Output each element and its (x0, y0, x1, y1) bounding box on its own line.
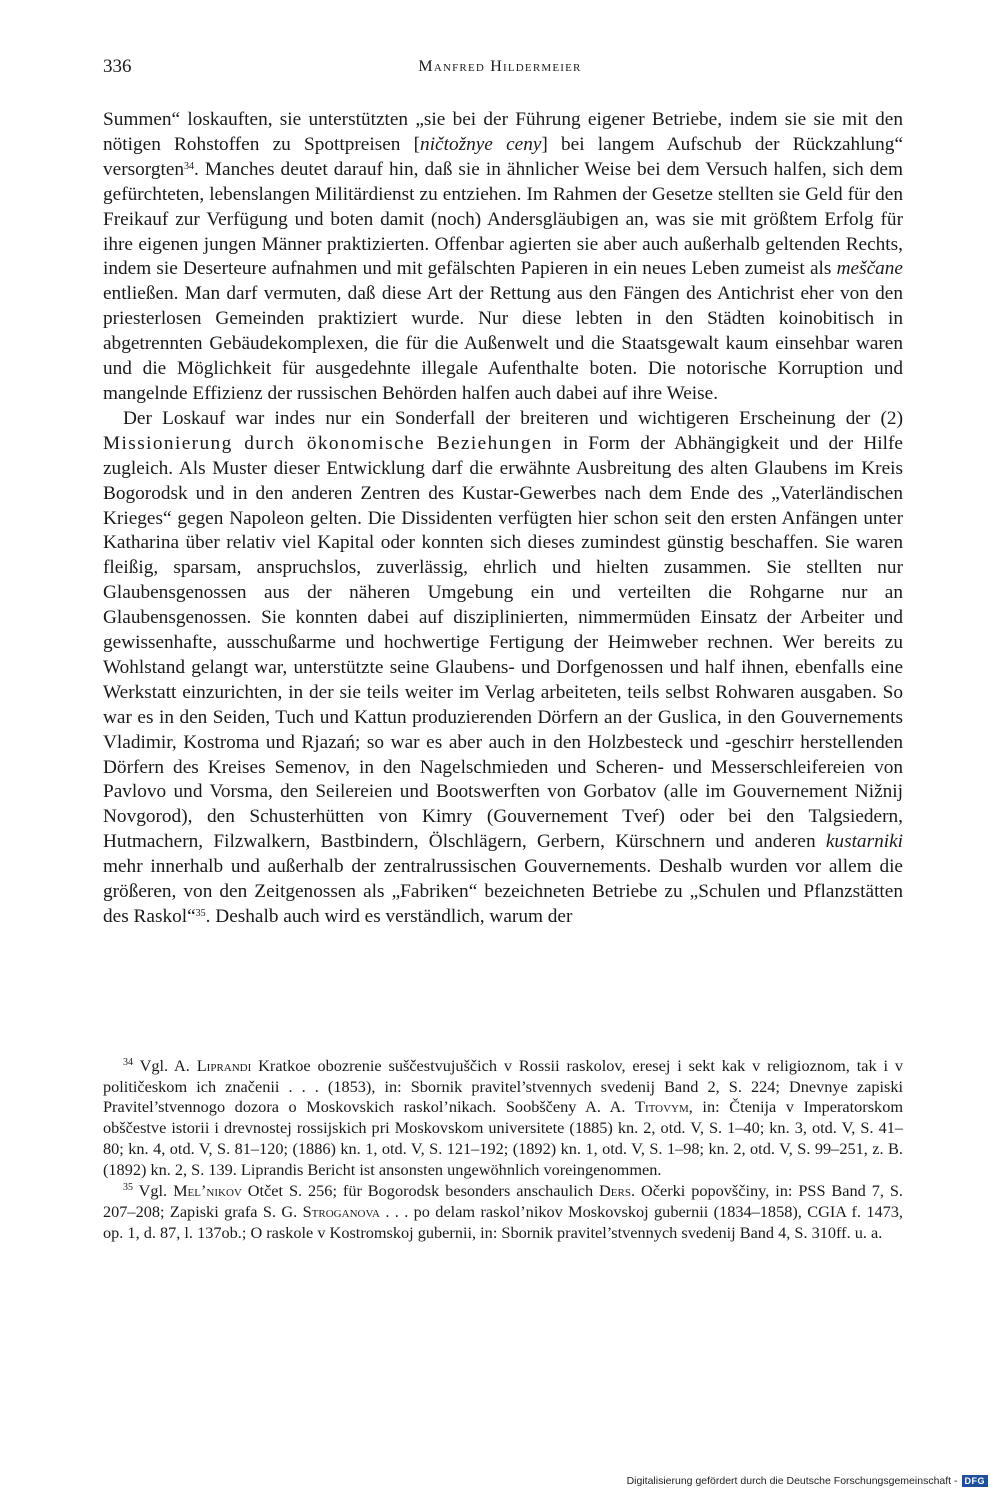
author-name: Liprandi (196, 1056, 252, 1075)
text-run: Der Loskauf war indes nur ein Sonderfall der breiteren und wichtigeren Erscheinung der (2) (123, 407, 903, 429)
italic-term: meščane (836, 258, 903, 280)
footnote-34 (103, 1056, 903, 1180)
author-name: Titovym (635, 1097, 689, 1117)
italic-term: kustarniki (825, 831, 903, 853)
author-name: Mel’nikov (173, 1181, 242, 1201)
text-run: Otčet S. 256; für Bogorodsk besonders anschaulich (241, 1181, 600, 1201)
text-run: . Manches deutet darauf hin, daß sie in ähnlicher Weise bei dem Versuch halfen, sich dem gefürchteten, lebenslangen Militärdienst zu entziehen. Im Rahmen der Gesetze stellten sie Geld für den Freikauf zur Verfügung und boten damit (noch) Andersgläubigen an, was sie mit größtem Erfolg für ihre eigenen jungen Männer praktizierten. Offenbar agierten sie aber auch außerhalb geltenden Rechts, indem sie Deserteure aufnahmen und mit gefälschten Papieren in ein neues Leben zumeist als (103, 158, 903, 280)
footnote-number: 34 (123, 1057, 133, 1068)
text-run: Vgl. (133, 1181, 174, 1201)
paragraph-1 (103, 108, 903, 407)
paragraph-2 (103, 407, 903, 930)
spaced-heading-phrase: Missionierung durch ökonomische Beziehungen (103, 432, 553, 454)
digitization-footer (627, 1475, 988, 1487)
footnote-ref-34[interactable]: 34 (184, 160, 195, 172)
text-run: mehr innerhalb und außerhalb der zentralrussischen Gouvernements. Deshalb wurden vor allem die größeren, von den Zeitgenossen als „Fabriken“ bezeichneten Betriebe zu „Schulen und Pflanzstätten des Raskol“ (103, 856, 903, 927)
footnote-35 (103, 1181, 903, 1243)
text-run: entließen. Man darf vermuten, daß diese Art der Rettung aus den Fängen des Antichrist eher von den priesterlosen Gemeinden praktiziert wurde. Nur diese lebten in den Städten koinobitisch in abgetrennten Gebäudekomplexen, die für die Außenwelt und die Staatsgewalt kaum einsehbar waren und die Möglichkeit für ausgedehnte illegale Aufenthalte boten. Die notorische Korruption und mangelnde Effizienz der russischen Behörden halfen auch dabei auf ihre Weise. (103, 283, 903, 404)
italic-term: ničtožnye ceny (420, 133, 542, 155)
text-run: , in: Čtenija v Imperatorskom obščestve istorii i drevnostej rossijskich pri Moskovskom universitete (1885) kn. 2, otd. V, S. 1–40; kn. 3, otd. V, S. 41–80; kn. 4, otd. V, S. 81–120; (1886) kn. 1, otd. V, S. 121–192; (1892) kn. 1, otd. V, S. 1–98; kn. 2, otd. V, S. 99–251, z. B. (1892) kn. 2, S. 139. Liprandis Bericht ist ansonsten ungewöhnlich voreingenommen. (103, 1097, 904, 1179)
footnote-number: 35 (123, 1182, 133, 1194)
text-run: . Deshalb auch wird es verständlich, warum der (205, 906, 573, 927)
main-text (103, 108, 903, 930)
text-run: Kratkoe obozrenie suščestvujuščich v Rossii raskolov, eresej i sekt kak v religioznom, tak i v političeskom ich značenii . . . (1853), in: Sbornik pravitel’stvennych svedenij Band 2, S. 224; Dnevnye zapiski Pravitel’stvennogo dozora o Moskovskich raskol’nikach. Soobščeny A. A. (103, 1056, 903, 1117)
text-run: Vgl. A. (133, 1056, 197, 1075)
footer-text: Digitalisierung gefördert durch die Deutsche Forschungsgemeinschaft - (626, 1475, 958, 1487)
text-run: in Form der Abhängigkeit und der Hilfe zugleich. Als Muster dieser Entwicklung darf die erwähnte Ausbreitung des alten Glaubens im Kreis Bogorodsk und in den anderen Zentren des Kustar-Gewerbes nach dem Ende des „Vaterländischen Krieges“ gegen Napoleon gelten. Die Dissidenten verfügten hier schon seit den ersten Anfängen unter Katharina über relativ viel Kapital oder konnten sich dieses zumindest günstig beschaffen. Sie waren fleißig, sparsam, anspruchslos, zuverlässig, ehrlich und hielten zusammen. Sie stellten nur Glaubensgenossen aus der näheren Umgebung ein und verteilten die Rohgarne nur an Glaubensgenossen. Sie konnten dabei auf disziplinierten, nimmermüden Einsatz der Arbeiter und gewissenhafte, ausschußarme und hochwertige Fertigung der Heimweber rechnen. Wer bereits zu Wohlstand gelangt war, unterstützte seine Glaubens- und Dorfgenossen und half ihnen, ebenfalls eine Werkstatt einzurichten, in der sie teils weiter im Verlag arbeiteten, teils selbst Rohwaren ausgaben. So war es in den Seiden, Tuch und Kattun produzierenden Dörfern an der Guslica, in den Gouvernements Vladimir, Kostroma und Rjazań; so war es aber auch in den Holzbesteck und -geschirr herstellenden Dörfern des Kreises Semenov, in den Nagelschmieden und Scheren- und Messerschleifereien von Pavlovo und Vorsma, den Seilereien und Bootswerften von Gorbatov (alle im Gouvernement Nižnij Novgorod), den Schusterhütten von Kimry (Gouvernement Tveŕ) oder bei den Talgsiedern, Hutmachern, Filzwalkern, Bastbindern, Ölschlägern, Gerbern, Kürschnern und anderen (103, 432, 903, 853)
running-head: Manfred Hildermeier (418, 58, 582, 75)
text-run: ] bei langem Aufschub der Rückzahlung“ versorgten (103, 133, 903, 180)
footnote-ref-35[interactable]: 35 (195, 908, 206, 919)
page-number: 336 (103, 56, 132, 77)
dfg-logo: DFG (962, 1475, 989, 1487)
author-name: Ders. (599, 1181, 636, 1201)
text-run: Summen“ loskauften, sie unterstützten „sie bei der Führung eigener Betriebe, indem sie sie mit den nötigen Rohstoffen zu Spottpreisen [ (103, 109, 903, 155)
text-run: Očerki popovščiny, in: PSS Band 7, S. 207–208; Zapiski grafa S. G. (103, 1181, 903, 1221)
text-run: . . . po delam raskol’nikov Moskovskoj gubernii (1834–1858), CGIA f. 1473, op. 1, d. 87, l. 137ob.; O raskole v Kostromskoj gubernii, in: Sbornik pravitel’stvennych svedenij Band 4, S. 310ff. u. a. (103, 1201, 903, 1242)
footnotes (103, 1056, 903, 1244)
author-name: Stroganova (302, 1201, 380, 1221)
